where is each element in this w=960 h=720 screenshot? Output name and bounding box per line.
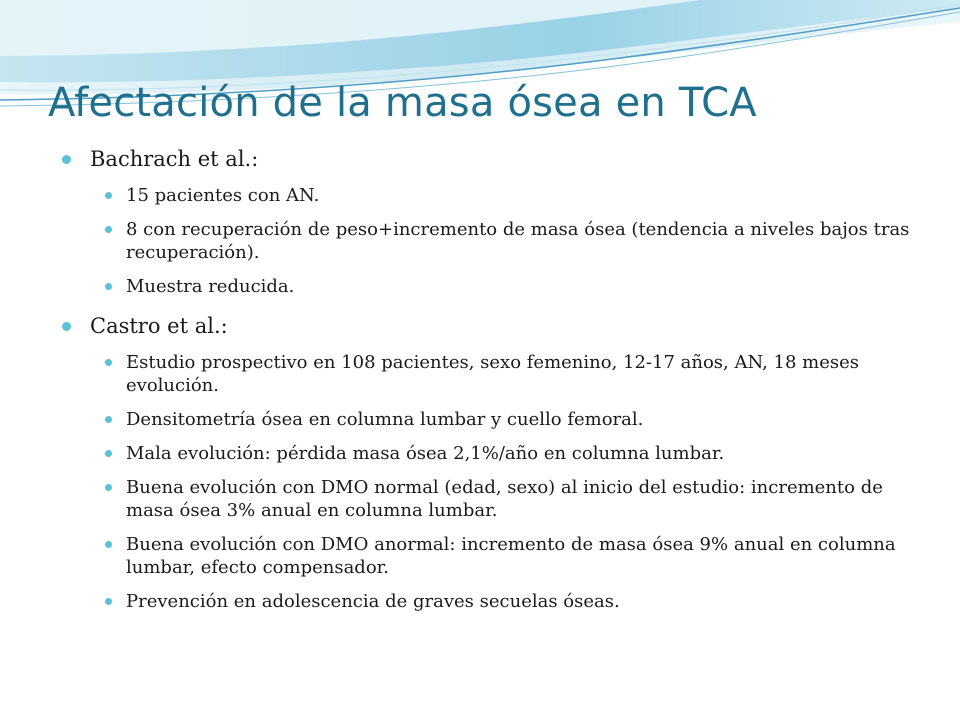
list-item-text: Buena evolución con DMO normal (edad, sexo) al inicio del estudio: incremento de masa ósea 3% anual en columna lumbar. xyxy=(126,477,883,521)
bullet-icon xyxy=(105,192,112,199)
list-item-text: Buena evolución con DMO anormal: incremento de masa ósea 9% anual en columna lumbar, efecto compensador. xyxy=(126,534,896,578)
list-item xyxy=(62,408,922,431)
bullet-icon xyxy=(62,322,71,331)
list-item xyxy=(62,590,922,613)
list-item xyxy=(62,275,922,298)
heading-text: Castro et al.: xyxy=(90,314,228,338)
bullet-icon xyxy=(62,155,71,164)
list-item xyxy=(62,442,922,465)
list-item-text: Prevención en adolescencia de graves secuelas óseas. xyxy=(126,591,620,612)
list-item xyxy=(62,351,922,397)
bullet-icon xyxy=(105,541,112,548)
list-item xyxy=(62,218,922,264)
bullet-icon xyxy=(105,450,112,457)
list-item-text: Estudio prospectivo en 108 pacientes, sexo femenino, 12-17 años, AN, 18 meses evolución. xyxy=(126,352,859,396)
list-item-text: Muestra reducida. xyxy=(126,276,295,297)
bullet-icon xyxy=(105,283,112,290)
bullet-icon xyxy=(105,416,112,423)
heading-bachrach xyxy=(62,146,922,172)
bullet-icon xyxy=(105,226,112,233)
bullet-icon xyxy=(105,598,112,605)
bullet-icon xyxy=(105,484,112,491)
list-item-text: 8 con recuperación de peso+incremento de masa ósea (tendencia a niveles bajos tras recuperación). xyxy=(126,219,910,263)
list-item-text: Densitometría ósea en columna lumbar y cuello femoral. xyxy=(126,409,644,430)
heading-castro xyxy=(62,313,922,339)
heading-text: Bachrach et al.: xyxy=(90,147,259,171)
slide-content xyxy=(62,146,922,624)
list-item xyxy=(62,184,922,207)
list-item-text: 15 pacientes con AN. xyxy=(126,185,320,206)
list-item-text: Mala evolución: pérdida masa ósea 2,1%/año en columna lumbar. xyxy=(126,443,725,464)
bullet-icon xyxy=(105,359,112,366)
slide-title: Afectación de la masa ósea en TCA xyxy=(48,80,757,126)
list-item xyxy=(62,476,922,522)
list-item xyxy=(62,533,922,579)
